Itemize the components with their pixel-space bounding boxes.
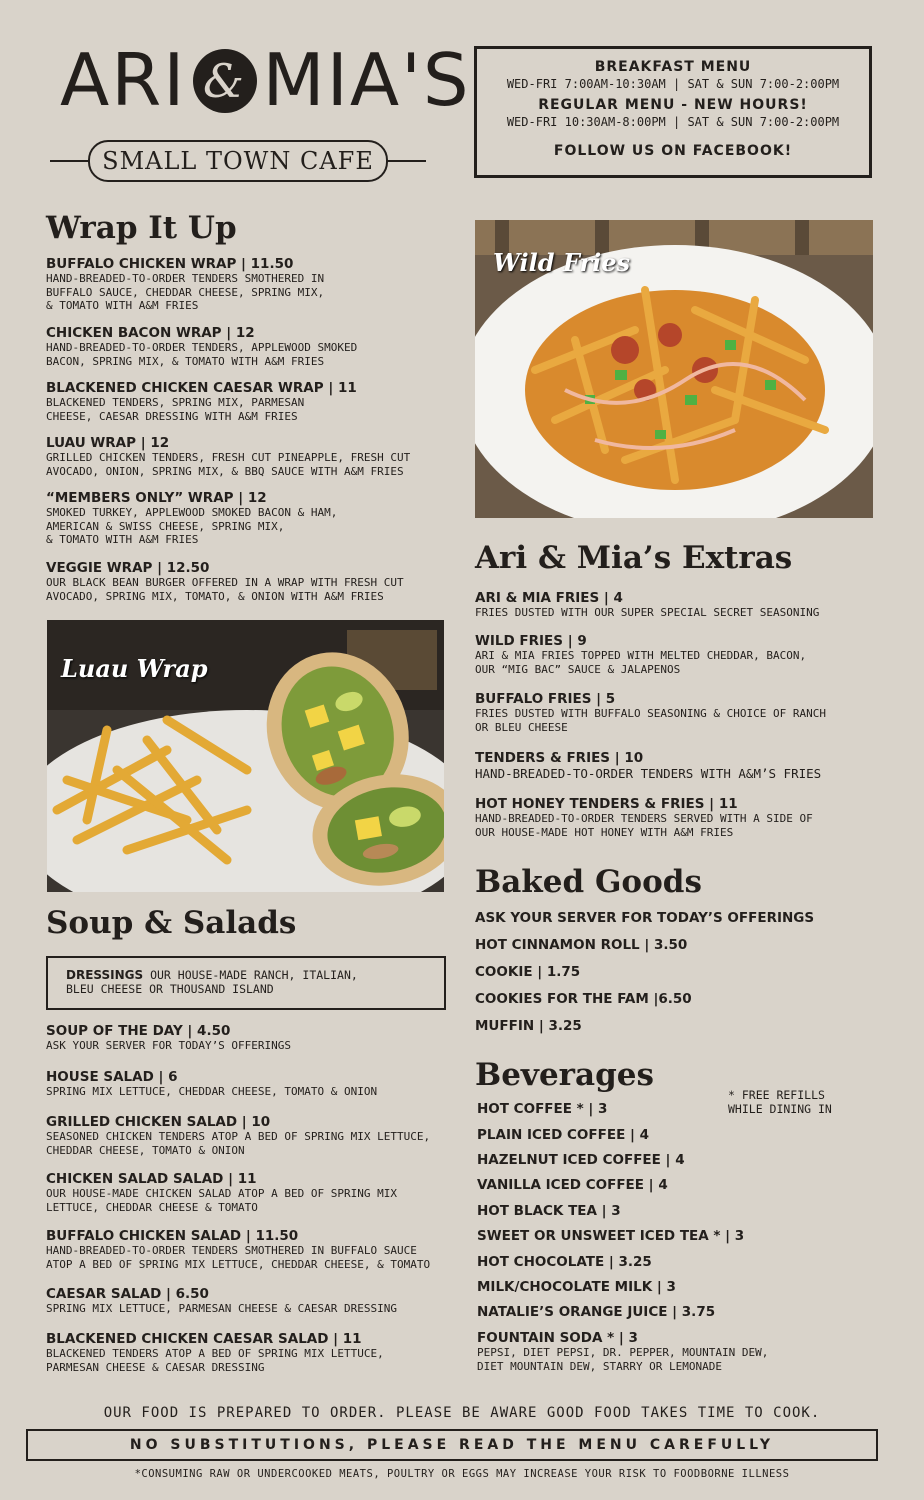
item-name: BLACKENED CHICKEN CAESAR WRAP | 11 — [46, 380, 357, 396]
item-name: TENDERS & FRIES | 10 — [475, 750, 644, 766]
item-name: LUAU WRAP | 12 — [46, 435, 170, 451]
beverage-item: HOT BLACK TEA | 3 — [477, 1203, 621, 1219]
item-name: GRILLED CHICKEN SALAD | 10 — [46, 1114, 271, 1130]
item-name: HOUSE SALAD | 6 — [46, 1069, 178, 1085]
item-desc: BLACKENED TENDERS ATOP A BED OF SPRING MIX LETTUCE, PARMESAN CHEESE & CAESAR DRESSING — [46, 1347, 384, 1374]
beverage-item: VANILLA ICED COFFEE | 4 — [477, 1177, 668, 1193]
item-desc: HAND-BREADED-TO-ORDER TENDERS SMOTHERED IN BUFFALO SAUCE, CHEDDAR CHEESE, SPRING MIX, & TOMATO WITH A&M FRIES — [46, 272, 325, 313]
dressings-label: DRESSINGS — [66, 968, 144, 982]
item-desc: SPRING MIX LETTUCE, CHEDDAR CHEESE, TOMATO & ONION — [46, 1085, 378, 1098]
item-name: SOUP OF THE DAY | 4.50 — [46, 1023, 231, 1039]
menu-item-house-salad — [46, 1069, 377, 1099]
foodborne-warning: *CONSUMING RAW OR UNDERCOOKED MEATS, POULTRY OR EGGS MAY INCREASE YOUR RISK TO FOODBORNE ILLNESS — [134, 1468, 790, 1480]
item-desc: SPRING MIX LETTUCE, PARMESAN CHEESE & CAESAR DRESSING — [46, 1302, 397, 1315]
item-name: FOUNTAIN SODA * | 3 — [477, 1330, 638, 1346]
prepared-notice: OUR FOOD IS PREPARED TO ORDER. PLEASE BE AWARE GOOD FOOD TAKES TIME TO COOK. — [103, 1405, 821, 1421]
regular-menu-title: REGULAR MENU - NEW HOURS! — [538, 97, 808, 113]
breakfast-menu-title: BREAKFAST MENU — [594, 59, 752, 75]
menu-item-veggie-wrap — [46, 560, 404, 603]
menu-item-grilled-chicken-salad — [46, 1114, 430, 1157]
soups-title: Soup & Salads — [46, 905, 297, 941]
menu-item-blackened-chicken-caesar-salad — [46, 1331, 384, 1374]
baked-item: COOKIES FOR THE FAM |6.50 — [475, 991, 692, 1007]
item-desc: HAND-BREADED-TO-ORDER TENDERS SERVED WITH A SIDE OF OUR HOUSE-MADE HOT HONEY WITH A&M FRIES — [475, 812, 813, 839]
hours-box — [474, 46, 872, 178]
item-name: CHICKEN SALAD SALAD | 11 — [46, 1171, 257, 1187]
baked-item: MUFFIN | 3.25 — [475, 1018, 582, 1034]
logo-ampersand-badge: & — [193, 49, 257, 113]
wild-fries-photo — [475, 220, 873, 518]
item-name: HOT HONEY TENDERS & FRIES | 11 — [475, 796, 738, 812]
item-name: WILD FRIES | 9 — [475, 633, 587, 649]
baked-title: Baked Goods — [475, 864, 702, 900]
item-name: CAESAR SALAD | 6.50 — [46, 1286, 209, 1302]
item-desc: SMOKED TURKEY, APPLEWOOD SMOKED BACON & HAM, AMERICAN & SWISS CHEESE, SPRING MIX, & TOMATO WITH A&M FRIES — [46, 506, 338, 547]
beverage-item: NATALIE’S ORANGE JUICE | 3.75 — [477, 1304, 716, 1320]
menu-item-luau-wrap — [46, 435, 410, 478]
item-name: “MEMBERS ONLY” WRAP | 12 — [46, 490, 267, 506]
item-desc: OUR BLACK BEAN BURGER OFFERED IN A WRAP WITH FRESH CUT AVOCADO, SPRING MIX, TOMATO, & ONION WITH A&M FRIES — [46, 576, 404, 603]
refill-note: * FREE REFILLS WHILE DINING IN — [728, 1088, 832, 1116]
item-desc: BLACKENED TENDERS, SPRING MIX, PARMESAN CHEESE, CAESAR DRESSING WITH A&M FRIES — [46, 396, 305, 423]
item-desc: HAND-BREADED-TO-ORDER TENDERS SMOTHERED IN BUFFALO SAUCE ATOP A BED OF SPRING MIX LETTUCE, CHEDDAR CHEESE, & TOMATO — [46, 1244, 431, 1271]
logo-tagline-banner — [50, 138, 426, 184]
item-desc: HAND-BREADED-TO-ORDER TENDERS WITH A&M’S FRIES — [475, 766, 822, 781]
no-substitutions-banner: NO SUBSTITUTIONS, PLEASE READ THE MENU CAREFULLY — [26, 1429, 878, 1461]
item-name: BUFFALO CHICKEN WRAP | 11.50 — [46, 256, 294, 272]
logo-tagline: SMALL TOWN CAFE — [88, 140, 388, 182]
item-name: BLACKENED CHICKEN CAESAR SALAD | 11 — [46, 1331, 362, 1347]
item-desc: FRIES DUSTED WITH BUFFALO SEASONING & CHOICE OF RANCH OR BLEU CHEESE — [475, 707, 826, 734]
menu-item-wild-fries — [475, 633, 806, 676]
item-name: ARI & MIA FRIES | 4 — [475, 590, 623, 606]
menu-item-members-only-wrap — [46, 490, 337, 547]
luau-wrap-photo — [47, 620, 444, 892]
beverage-item: PLAIN ICED COFFEE | 4 — [477, 1127, 650, 1143]
beverage-item-fountain-soda — [477, 1330, 768, 1373]
beverages-title: Beverages — [475, 1057, 654, 1093]
beverage-item: HOT CHOCOLATE | 3.25 — [477, 1254, 652, 1270]
menu-item-chicken-bacon-wrap — [46, 325, 357, 368]
item-desc: HAND-BREADED-TO-ORDER TENDERS, APPLEWOOD SMOKED BACON, SPRING MIX, & TOMATO WITH A&M FRIES — [46, 341, 358, 368]
logo-wordmark — [60, 38, 471, 122]
wraps-title: Wrap It Up — [46, 210, 237, 246]
baked-item: ASK YOUR SERVER FOR TODAY’S OFFERINGS — [475, 910, 815, 926]
luau-wrap-label: Luau Wrap — [61, 654, 208, 683]
item-name: CHICKEN BACON WRAP | 12 — [46, 325, 255, 341]
menu-item-chicken-salad-salad — [46, 1171, 397, 1214]
item-name: VEGGIE WRAP | 12.50 — [46, 560, 210, 576]
item-name: BUFFALO FRIES | 5 — [475, 691, 616, 707]
menu-item-buffalo-fries — [475, 691, 826, 734]
item-desc: ASK YOUR SERVER FOR TODAY’S OFFERINGS — [46, 1039, 292, 1052]
dressings-text: OUR HOUSE-MADE RANCH, ITALIAN, — [143, 968, 358, 982]
logo-name-right: MIA'S — [262, 38, 471, 122]
extras-title: Ari & Mia’s Extras — [475, 540, 793, 576]
item-desc: OUR HOUSE-MADE CHICKEN SALAD ATOP A BED OF SPRING MIX LETTUCE, CHEDDAR CHEESE & TOMATO — [46, 1187, 397, 1214]
menu-item-buffalo-chicken-wrap — [46, 256, 324, 313]
regular-hours: WED-FRI 10:30AM-8:00PM | SAT & SUN 7:00-2:00PM — [506, 115, 840, 129]
menu-item-tenders-and-fries — [475, 750, 821, 782]
menu-item-hot-honey-tenders — [475, 796, 813, 839]
dressings-box — [46, 956, 446, 1010]
dressings-text-2: BLEU CHEESE OR THOUSAND ISLAND — [66, 982, 274, 996]
menu-item-caesar-salad — [46, 1286, 397, 1316]
beverage-item: SWEET OR UNSWEET ICED TEA * | 3 — [477, 1228, 745, 1244]
item-desc: PEPSI, DIET PEPSI, DR. PEPPER, MOUNTAIN DEW, DIET MOUNTAIN DEW, STARRY OR LEMONADE — [477, 1346, 769, 1373]
baked-item: HOT CINNAMON ROLL | 3.50 — [475, 937, 688, 953]
baked-item: COOKIE | 1.75 — [475, 964, 581, 980]
item-desc: SEASONED CHICKEN TENDERS ATOP A BED OF SPRING MIX LETTUCE, CHEDDAR CHEESE, TOMATO & ONION — [46, 1130, 431, 1157]
beverage-item: HAZELNUT ICED COFFEE | 4 — [477, 1152, 685, 1168]
breakfast-hours: WED-FRI 7:00AM-10:30AM | SAT & SUN 7:00-2:00PM — [506, 77, 840, 91]
menu-item-soup-of-the-day — [46, 1023, 291, 1053]
logo-name-left: ARI — [60, 38, 187, 122]
beverage-item: MILK/CHOCOLATE MILK | 3 — [477, 1279, 676, 1295]
item-name: BUFFALO CHICKEN SALAD | 11.50 — [46, 1228, 299, 1244]
item-desc: FRIES DUSTED WITH OUR SUPER SPECIAL SECRET SEASONING — [475, 606, 820, 619]
item-desc: ARI & MIA FRIES TOPPED WITH MELTED CHEDDAR, BACON, OUR “MIG BAC” SAUCE & JALAPENOS — [475, 649, 807, 676]
item-desc: GRILLED CHICKEN TENDERS, FRESH CUT PINEAPPLE, FRESH CUT AVOCADO, ONION, SPRING MIX, & BBQ SAUCE WITH A&M FRIES — [46, 451, 411, 478]
menu-item-ari-mia-fries — [475, 590, 819, 620]
follow-facebook: FOLLOW US ON FACEBOOK! — [553, 143, 793, 159]
menu-item-blackened-chicken-caesar-wrap — [46, 380, 357, 423]
beverage-item: HOT COFFEE * | 3 — [477, 1101, 608, 1117]
wild-fries-label: Wild Fries — [493, 248, 631, 277]
menu-item-buffalo-chicken-salad — [46, 1228, 430, 1271]
